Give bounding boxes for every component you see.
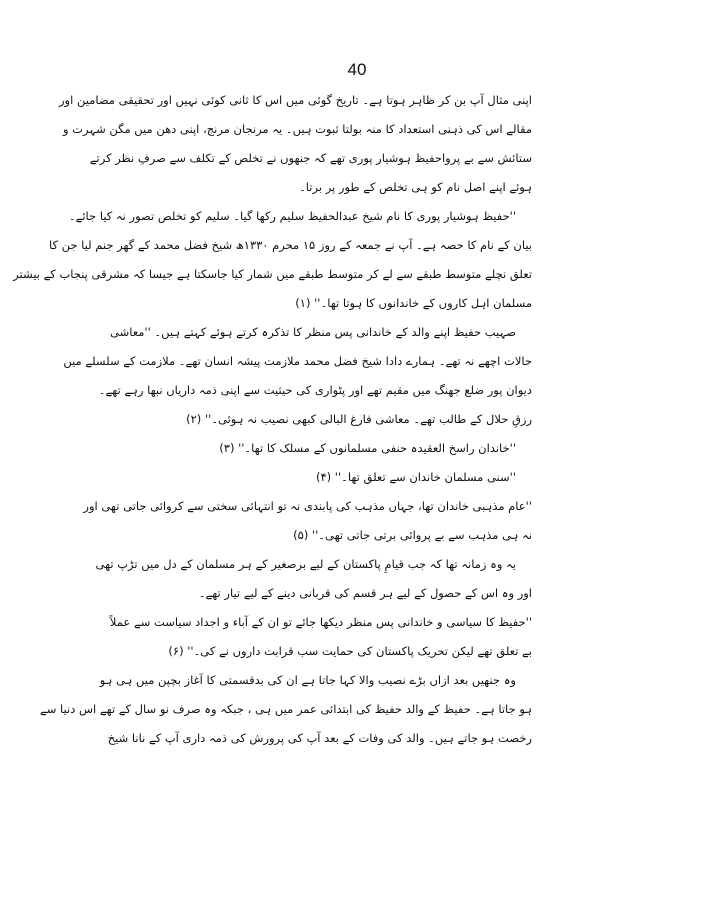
text-line: ''سنی مسلمان خاندان سے تعلق تھا۔'' (۴) [315,470,516,484]
text-line: رخصت ہو جاتے ہیں۔ والد کی وفات کے بعد آپ کی پرورش کی ذمہ داری آپ کے نانا شیخ [107,731,532,745]
text-line: مسلمان اہل کاروں کے خاندانوں کا ہوتا تھا۔'' (۱) [295,296,532,310]
text-line: ہوئے اپنے اصل نام کو ہی تخلص کے طور پر برتا۔ [299,180,532,194]
text-line: ہو جاتا ہے۔ حفیظ کے والد حفیظ کی ابتدائی عمر میں ہی ، جبکہ وہ صرف نو سال کے تھے اس دنیا سے [40,702,532,716]
text-line: ''حفیظ ہوشیار پوری کا نام شیخ عبدالحفیظ سلیم رکھا گیا۔ سلیم کو تخلص تصور نہ کیا جائے۔ [68,209,516,223]
text-line: وہ جنھیں بعد ازاں بڑے نصیب والا کہا جاتا ہے ان کی بدقسمتی کا آغاز بچپن میں ہی ہو [99,673,516,687]
text-line: حالات اچھے نہ تھے۔ ہمارے دادا شیخ فضل محمد ملازمت پیشہ انسان تھے۔ ملازمت کے سلسلے میں [63,354,532,368]
text-line: ستائش سے بے پرواحفیظ ہوشیار پوری تھے کہ جنھوں نے تخلص کے تکلف سے صرفِ نظر کرتے [89,151,532,165]
text-line: بیان کے نام کا حصہ ہے۔ آپ نے جمعہ کے روز ۱۵ محرم ۱۳۳۰ھ شیخ فضل محمد کے گھر جنم لیا جن کا [48,238,532,252]
text-line: دیوان پور ضلع جھنگ میں مقیم تھے اور پٹواری کی حیثیت سے اپنی ذمہ داریاں نبھا رہے تھے۔ [98,383,532,397]
text-line: یہ وہ زمانہ تھا کہ جب قیامِ پاکستان کے لیے برصغیر کے ہر مسلمان کے دل میں تڑپ تھی [95,557,516,571]
text-line: تعلق نچلے متوسط طبقے سے لے کر متوسط طبقے میں شمار کیا جاسکتا ہے جیسا کہ مشرقی پنجاب کے بیشتر [13,267,532,281]
text-line: بے تعلق تھے لیکن تحریک پاکستان کی حمایت سب قرابت داروں نے کی۔'' (۶) [168,644,532,658]
text-line: ''حفیظ کا سیاسی و خاندانی پس منظر دیکھا جائے تو ان کے آباء و اجداد سیاست سے عملاً [109,615,532,629]
text-line: اور وہ اس کے حصول کے لیے ہر قسم کی قربانی دینے کے لیے تیار تھے۔ [198,586,532,600]
page-number: 40 [347,60,367,79]
text-line: صہیب حفیظ اپنے والد کے خاندانی پس منظر کا تذکرہ کرتے ہوئے کہتے ہیں۔ ''معاشی [110,325,516,339]
text-line: رزقِ حلال کے طالب تھے۔ معاشی فارغ البالی کبھی نصیب نہ ہوئی۔'' (۲) [186,412,532,426]
text-line: ''خاندان راسخ العقیدہ حنفی مسلمانوں کے مسلک کا تھا۔'' (۳) [219,441,516,455]
text-line: اپنی مثال آپ بن کر ظاہر ہوتا ہے۔ تاریخ گوئی میں اس کا ثانی کوئی نہیں اور تحقیقی مضامین اور [58,93,532,107]
text-line: ''عام مذہبی خاندان تھا، جہاں مذہب کی پابندی نہ تو انتہائی سختی سے کروائی جاتی تھی اور [83,499,532,513]
text-line: نہ ہی مذہب سے بے پروائی برتی جاتی تھی۔'' (۵) [293,528,532,542]
body-text [13,86,532,753]
text-line: مقالے اس کی ذہنی استعداد کا منہ بولتا ثبوت ہیں۔ یہ مرنجان مرنج، اپنی دھن میں مگن شہرت و [62,122,532,136]
